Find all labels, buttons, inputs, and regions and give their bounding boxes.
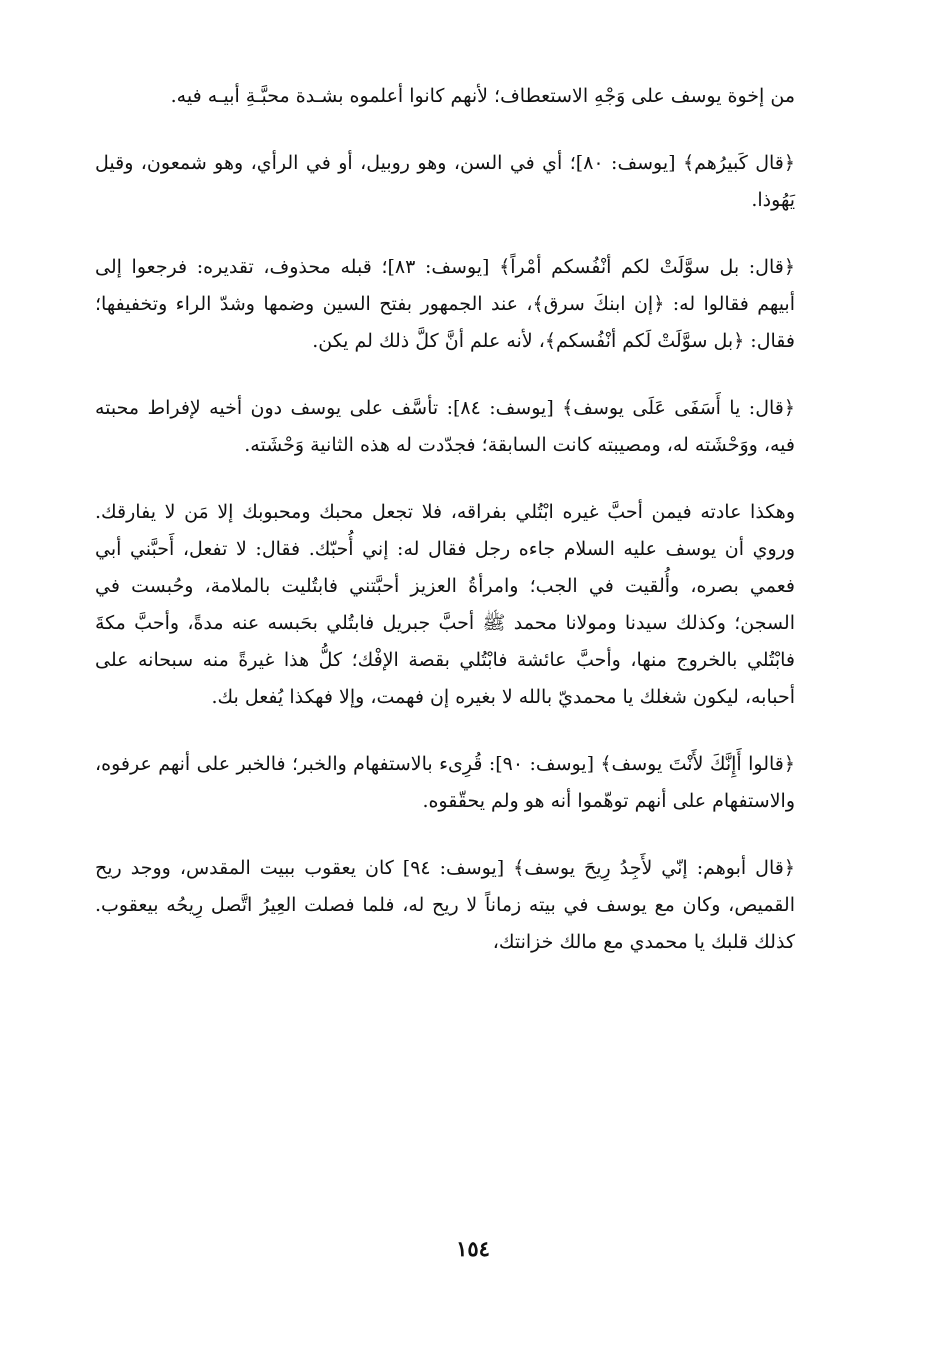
- paragraph: ﴿قال: يا أَسَفَى عَلَى يوسف﴾ [يوسف: ٨٤]: تأسَّف على يوسف دون أخيه لإفراط محبته فيه، ووَحْشَته له، ومصيبته كانت السابقة؛ فجدّدت له هذه الثانية وَحْشَته.: [95, 397, 795, 456]
- paragraph: وهكذا عادته فيمن أحبَّ غيره ابْتُلي بفراقه، فلا تجعل محبك ومحبوبك إلا مَن لا يفارقك. وروي أن يوسف عليه السلام جاءه رجل فقال له: إني أُحبّك. فقال: لا تفعل، أَحبَّني أبي فعمي بصره، وأُلقيت في الجب؛ وامرأةُ العزيز أحبَّتني فابتُليت بالملامة، وحُبست في السجن؛ وكذلك سيدنا ومولانا محمد ﷺ أحبَّ جبريل فابتُلي بحَبسه عنه مدةً، وأحبَّ مكةَ فابْتُلي بالخروج منها، وأحبَّ عائشة فابْتُلي بقصة الإفْك؛ كلُّ هذا غيرةً منه سبحانه على أحبابه، ليكون شغلك يا محمديّ بالله لا بغيره إن فهمت، وإلا فهكذا يُفعل بك.: [95, 501, 795, 708]
- page-number: ١٥٤: [456, 1236, 490, 1261]
- paragraph: ﴿قالوا أَإِنَّكَ لأَنْتَ يوسف﴾ [يوسف: ٩٠]: قُرِىء بالاستفهام والخبر؛ فالخبر على أنهم عرفوه، والاستفهام على أنهم توهّموا أنه هو ولم يحقّقوه.: [95, 753, 795, 812]
- paragraph: ﴿قال أبوهم: إنّي لأَجِدُ رِيحَ يوسف﴾ [يوسف: ٩٤] كان يعقوب ببيت المقدس، ووجد ريح القميص، وكان مع يوسف في بيته زماناً لا ريح له، فلما فصلت العِيرُ اتَّصل رِيحُه بيعقوب. كذلك قلبك يا محمدي مع مالك خزانتك،: [95, 857, 795, 953]
- page-body: [95, 78, 795, 991]
- paragraph: ﴿قال كَبيرُهم﴾ [يوسف: ٨٠]؛ أي في السن، وهو روبيل، أو في الرأي، وهو شمعون، وقيل يَهُوذا.: [95, 152, 796, 211]
- paragraph: من إخوة يوسف على وَجْهِ الاستعطاف؛ لأنهم كانوا أعلموه بشـدة محبَّـةِ أبيـه فيه.: [170, 85, 795, 107]
- paragraph: ﴿قال: بل سوَّلَتْ لكم أنْفُسكم أمْراً﴾ [يوسف: ٨٣]؛ قبله محذوف، تقديره: فرجعوا إلى أبيهم فقالوا له: ﴿إن ابنكَ سرق﴾، عند الجمهور بفتح السين وضمها وشدّ الراء وتخفيفها؛ فقال: ﴿بل سوَّلَتْ لَكم أنْفُسكم﴾، لأنه علم أنَّ كلَّ ذلك لم يكن.: [95, 256, 795, 352]
